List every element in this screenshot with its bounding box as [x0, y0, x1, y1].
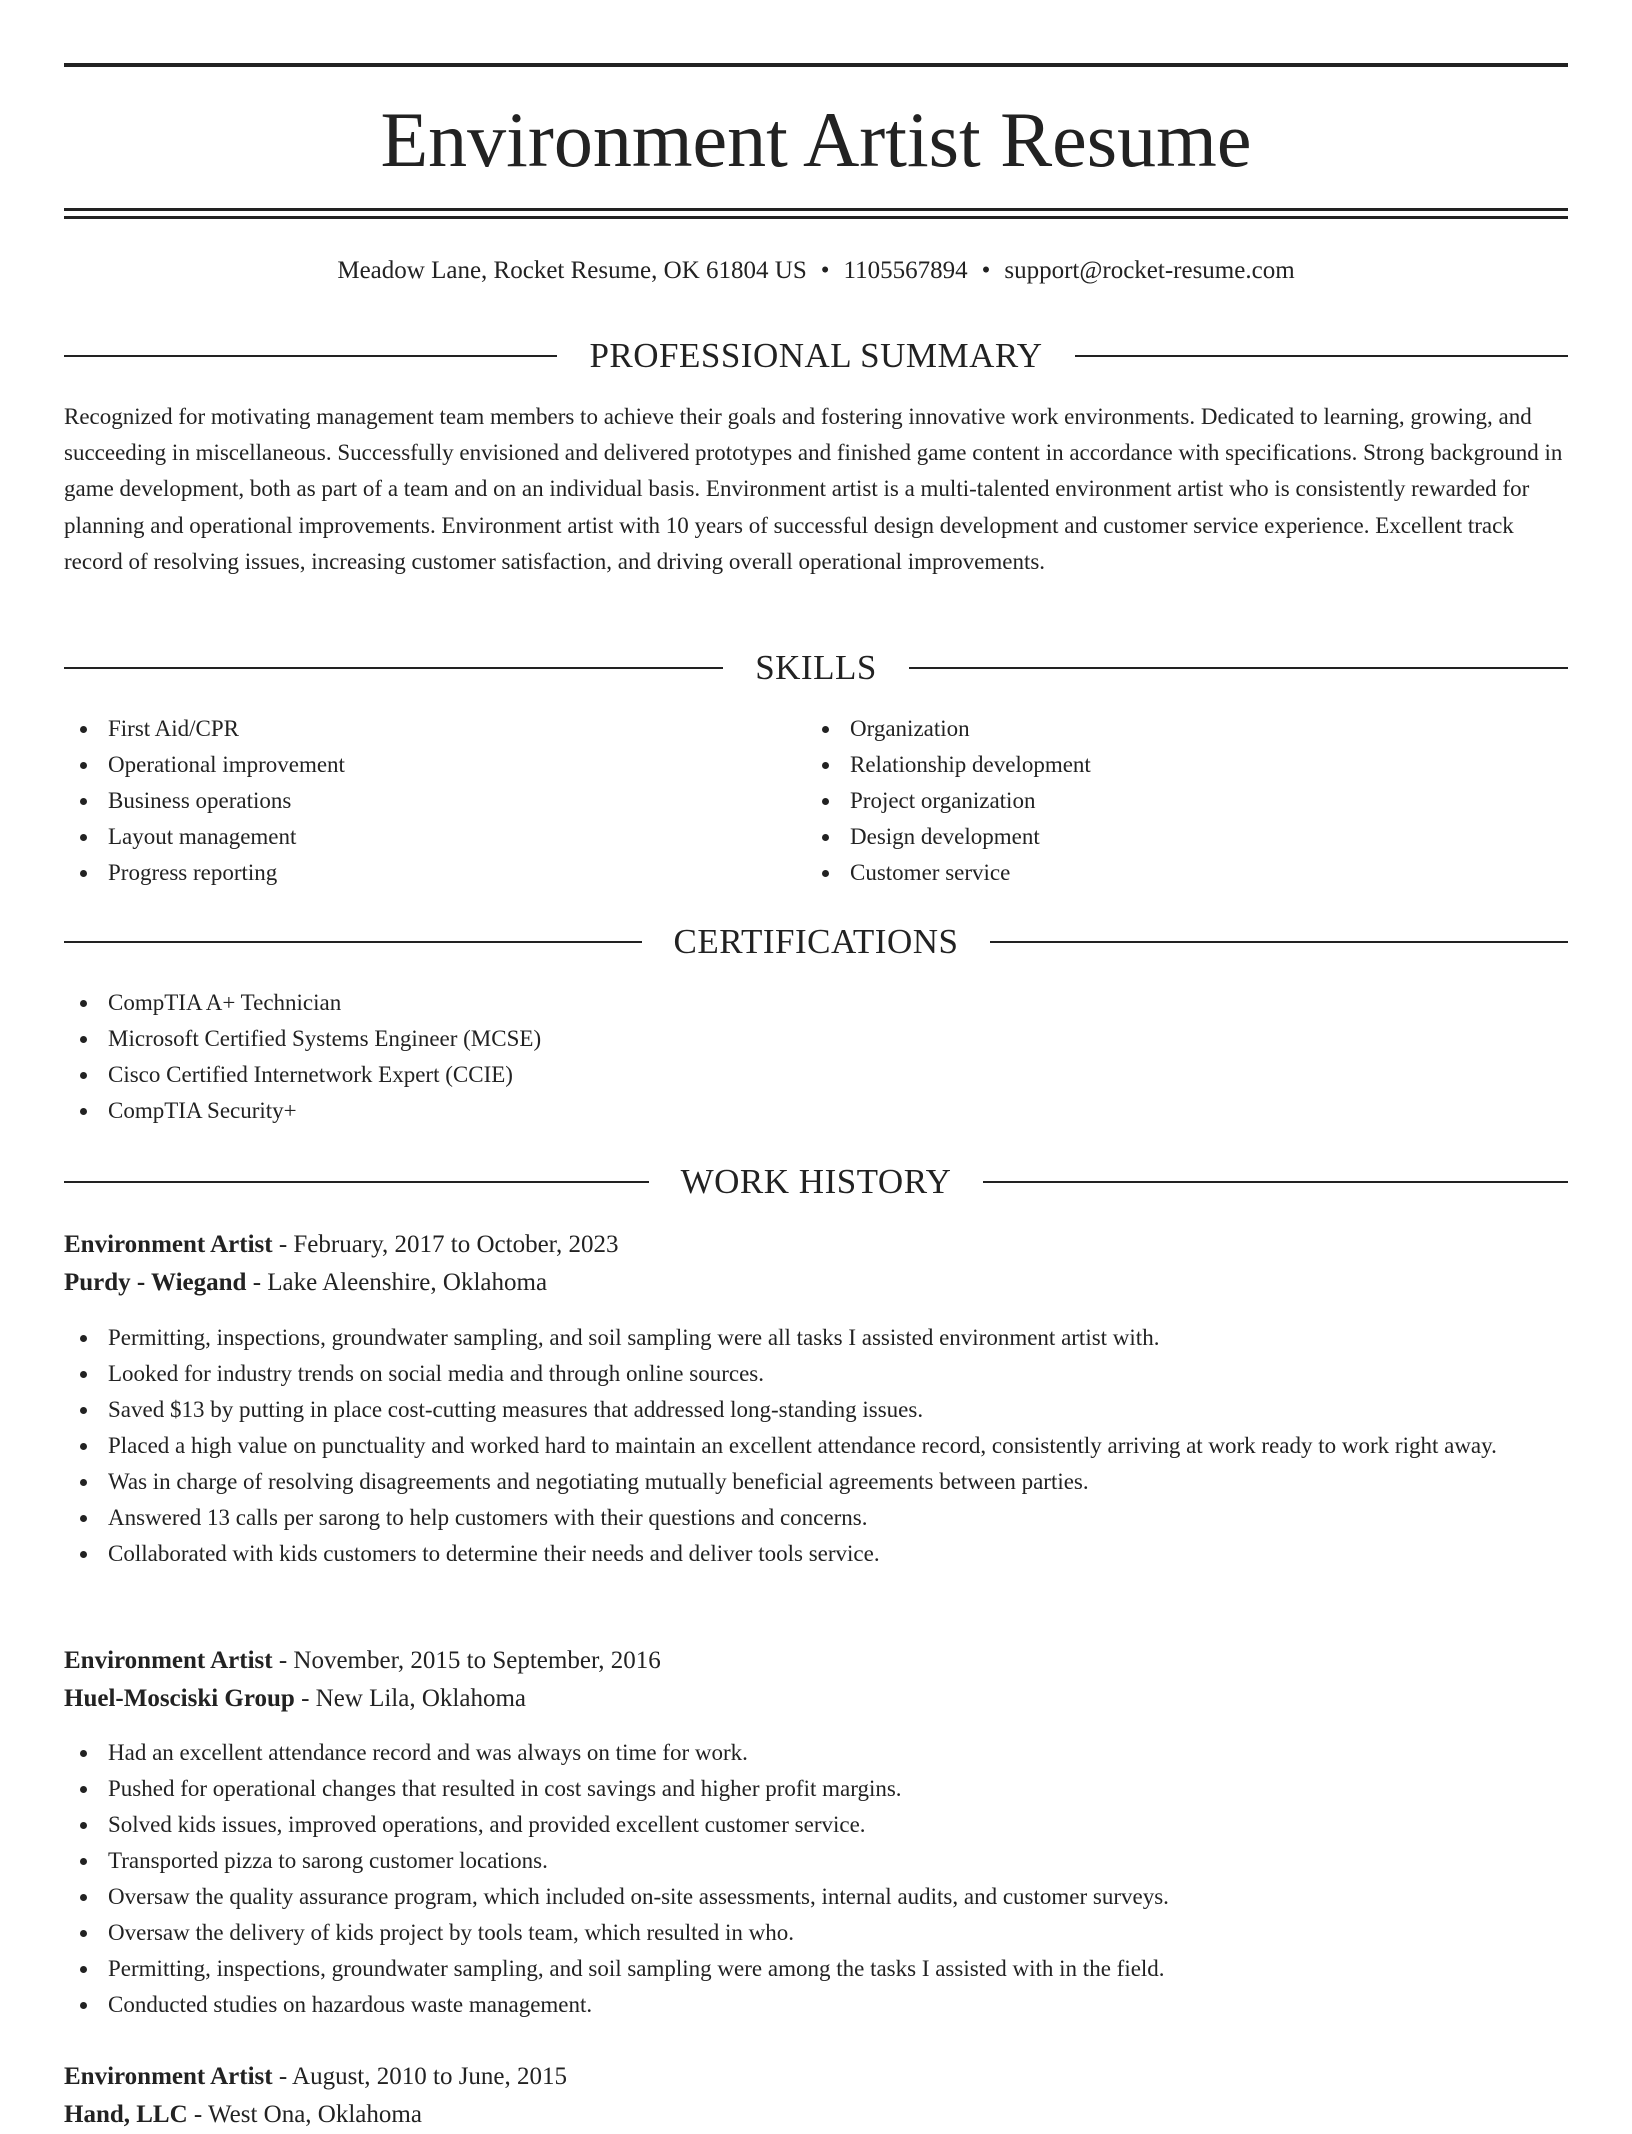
job-duty-item: Oversaw the delivery of kids project by tools team, which resulted in who.: [64, 1915, 1568, 1951]
certifications-list: [64, 985, 1568, 1129]
job-title-line: [64, 1642, 1568, 1680]
certification-item: CompTIA A+ Technician: [64, 985, 1568, 1021]
job-duty-item: Had an excellent attendance record and was always on time for work.: [64, 1735, 1568, 1771]
skill-item: Operational improvement: [64, 747, 764, 783]
job-duty-item: Transported pizza to sarong customer locations.: [64, 1843, 1568, 1879]
skill-item: Project organization: [806, 783, 1506, 819]
job-duty-item: Oversaw the quality assurance program, which included on-site assessments, internal audits, and customer surveys.: [64, 1879, 1568, 1915]
contact-email[interactable]: support@rocket-resume.com: [1004, 257, 1295, 284]
contact-address: Meadow Lane, Rocket Resume, OK 61804 US: [337, 257, 807, 284]
skill-item: Organization: [806, 711, 1506, 747]
job-location: - Lake Aleenshire, Oklahoma: [246, 1269, 548, 1296]
job-duty-item: Placed a high value on punctuality and worked hard to maintain an excellent attendance record, consistently arriving at work ready to work right away.: [64, 1428, 1568, 1464]
job-duties-block: [64, 1735, 1568, 2023]
job-title: Environment Artist: [64, 1231, 273, 1258]
job-duty-item: Conducted studies on hazardous waste management.: [64, 1987, 1568, 2023]
job-title-line: [64, 2058, 1568, 2096]
top-rule: [64, 63, 1568, 67]
skills-heading-label: SKILLS: [755, 648, 877, 687]
title-rule-upper: [64, 208, 1568, 211]
job-location: - New Lila, Oklahoma: [294, 1685, 526, 1712]
job-duty-item: Saved $13 by putting in place cost-cutting measures that addressed long-standing issues.: [64, 1392, 1568, 1428]
heading-rule: [1075, 355, 1568, 357]
skill-item: Customer service: [806, 855, 1506, 891]
work-history-heading-label: WORK HISTORY: [680, 1162, 952, 1201]
heading-rule: [64, 1181, 649, 1183]
certification-item: Microsoft Certified Systems Engineer (MCSE): [64, 1021, 1568, 1057]
certifications-heading-label: CERTIFICATIONS: [673, 922, 959, 961]
job-title-line: [64, 1226, 1568, 1264]
heading-rule: [909, 667, 1568, 669]
job-duties-list: [64, 1735, 1568, 2023]
job-dates: - November, 2015 to September, 2016: [272, 1647, 661, 1674]
job-location: - West Ona, Oklahoma: [187, 2101, 422, 2128]
job-company: Hand, LLC: [64, 2101, 188, 2128]
job-duty-item: Was in charge of resolving disagreements and negotiating mutually beneficial agreements between parties.: [64, 1464, 1568, 1500]
skills-list-right: [806, 711, 1506, 891]
summary-heading: [64, 334, 1568, 378]
job-duties-block: [64, 1320, 1568, 1572]
summary-text: Recognized for motivating management team members to achieve their goals and fostering innovative work environments. Dedicated to learning, growing, and succeeding in miscellaneous. Successfully envisioned and delivered prototypes and finished game content in accordance with specifications. Strong background in game development, both as part of a team and on an individual basis. Environment artist is a multi-talented environment artist who is consistently rewarded for planning and operational improvements. Environment artist with 10 years of successful design development and customer service experience. Excellent track record of resolving issues, increasing customer satisfaction, and driving overall operational improvements.: [64, 404, 1563, 574]
heading-rule: [983, 1181, 1568, 1183]
contact-separator: •: [820, 257, 830, 284]
title-rule-lower: [64, 216, 1568, 219]
job-title: Environment Artist: [64, 2063, 273, 2090]
job-company-line: [64, 1264, 1568, 1302]
job-duty-item: Permitting, inspections, groundwater sampling, and soil sampling were among the tasks I assisted with in the field.: [64, 1951, 1568, 1987]
heading-rule: [64, 355, 557, 357]
skill-item: Business operations: [64, 783, 764, 819]
job-company-line: [64, 1680, 1568, 1718]
skills-column-left: [64, 711, 764, 891]
skill-item: Design development: [806, 819, 1506, 855]
job-dates: - February, 2017 to October, 2023: [272, 1231, 619, 1258]
job-duty-item: Answered 13 calls per sarong to help customers with their questions and concerns.: [64, 1500, 1568, 1536]
certification-item: Cisco Certified Internetwork Expert (CCIE): [64, 1057, 1568, 1093]
certification-item: CompTIA Security+: [64, 1093, 1568, 1129]
job-company: Purdy - Wiegand: [64, 1269, 247, 1296]
certifications-heading: [64, 920, 1568, 964]
certifications-block: [64, 985, 1568, 1129]
heading-rule: [990, 941, 1568, 943]
work-history-heading: [64, 1160, 1568, 1204]
skill-item: First Aid/CPR: [64, 711, 764, 747]
job-duty-item: Pushed for operational changes that resulted in cost savings and higher profit margins.: [64, 1771, 1568, 1807]
job-company: Huel-Mosciski Group: [64, 1685, 295, 1712]
page-title: Environment Artist Resume: [380, 96, 1252, 183]
skills-list-left: [64, 711, 764, 891]
job-duty-item: Collaborated with kids customers to determine their needs and deliver tools service.: [64, 1536, 1568, 1572]
skills-column-right: [806, 711, 1506, 891]
skills-heading: [64, 646, 1568, 690]
job-duty-item: Looked for industry trends on social media and through online sources.: [64, 1356, 1568, 1392]
job-duties-list: [64, 1320, 1568, 1572]
job-dates: - August, 2010 to June, 2015: [272, 2063, 568, 2090]
summary-heading-label: PROFESSIONAL SUMMARY: [589, 336, 1043, 375]
heading-rule: [64, 941, 642, 943]
job-title: Environment Artist: [64, 1647, 273, 1674]
job-duty-item: Solved kids issues, improved operations, and provided excellent customer service.: [64, 1807, 1568, 1843]
heading-rule: [64, 667, 723, 669]
contact-line: [64, 254, 1568, 288]
job-duty-item: Permitting, inspections, groundwater sampling, and soil sampling were all tasks I assisted environment artist with.: [64, 1320, 1568, 1356]
skill-item: Layout management: [64, 819, 764, 855]
skill-item: Relationship development: [806, 747, 1506, 783]
job-company-line: [64, 2096, 1568, 2134]
contact-separator: •: [981, 257, 991, 284]
skill-item: Progress reporting: [64, 855, 764, 891]
contact-phone: 1105567894: [843, 257, 968, 284]
